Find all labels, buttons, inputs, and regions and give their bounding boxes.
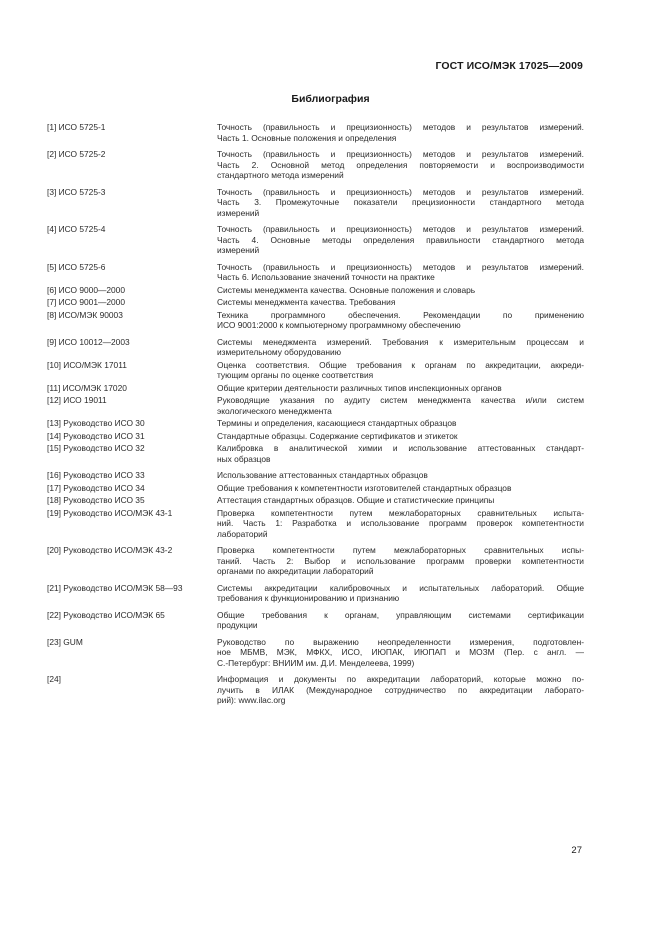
bibliography-entry (47, 122, 585, 143)
entry-reference: [21] Руководство ИСО/МЭК 58—93 (47, 582, 183, 593)
bibliography-entry (47, 310, 585, 331)
entry-reference: [8] ИСО/МЭК 90003 (47, 309, 123, 320)
entry-description (217, 495, 584, 506)
entry-reference: [15] Руководство ИСО 32 (47, 443, 145, 453)
entry-line: Техника программного обеспечения. Рекомендации по применению (217, 309, 584, 320)
entry-line: лабораторий (217, 528, 268, 539)
entry-line: измерительному оборудованию (217, 347, 342, 357)
entry-line: ных образцов (217, 453, 271, 464)
bibliography-entry (47, 483, 585, 494)
entry-description (217, 545, 584, 577)
entry-description (217, 187, 584, 219)
entry-line: Термины и определения, касающиеся стандартных образцов (217, 418, 457, 428)
entry-description (217, 637, 584, 669)
entry-line: требования к функционированию и признанию (217, 593, 400, 603)
entry-description (217, 418, 584, 429)
entry-description (217, 122, 584, 143)
entry-description (217, 583, 584, 604)
entry-reference: [24] (47, 674, 61, 684)
entry-line: ное МБМВ, МЭК, МФКХ, ИСО, ИЮПАК, ИЮПАП и МОЗМ (Пер. с англ. — (217, 647, 584, 657)
entry-line: Аттестация стандартных образцов. Общие и статистические принципы (217, 495, 495, 505)
entry-description (217, 285, 584, 296)
entry-line: лучить в ИЛАК (Международное сотрудничество по аккредитации лаборато- (217, 684, 584, 695)
bibliography-entry (47, 583, 585, 604)
entry-reference: [20] Руководство ИСО/МЭК 43-2 (47, 545, 173, 555)
entry-reference: [5] ИСО 5725-6 (47, 261, 106, 272)
bibliography-entry (47, 224, 585, 256)
bibliography-entry (47, 610, 585, 631)
entry-description (217, 395, 584, 416)
entry-line: стандартного метода измерений (217, 170, 344, 180)
page-title: Библиография (291, 93, 370, 105)
entry-description (217, 470, 584, 481)
entry-description (217, 149, 584, 181)
bibliography-entry (47, 495, 585, 506)
entry-description (217, 310, 584, 331)
entry-reference: [4] ИСО 5725-4 (47, 224, 106, 234)
entry-reference: [19] Руководство ИСО/МЭК 43-1 (47, 507, 173, 518)
entry-line: таний. Часть 2: Выбор и использование программ проверки компетентности (217, 555, 584, 566)
entry-line: измерений (217, 207, 260, 218)
entry-line: Калибровка в аналитической химии и использование аттестованных стандарт- (217, 443, 584, 453)
entry-line: Часть 3. Промежуточные показатели прецизионности стандартного метода (217, 197, 584, 207)
entry-line: экологического менеджмента (217, 405, 332, 416)
entry-reference: [11] ИСО/МЭК 17020 (47, 382, 127, 393)
bibliography-entry (47, 262, 585, 283)
entry-line: рий): www.ilac.org (217, 695, 286, 705)
entry-reference: [22] Руководство ИСО/МЭК 65 (47, 609, 165, 620)
entry-reference: [14] Руководство ИСО 31 (47, 430, 145, 441)
entry-line: Использование аттестованных стандартных образцов (217, 470, 428, 480)
entry-reference: [12] ИСО 19011 (47, 395, 107, 405)
entry-reference: [6] ИСО 9000—2000 (47, 284, 126, 295)
entry-line: Общие требования к органам, управляющим системами сертификации (217, 609, 584, 620)
entry-line: Системы менеджмента качества. Основные положения и словарь (217, 284, 476, 295)
entry-description (217, 262, 584, 283)
bibliography-list (47, 122, 585, 708)
entry-description (217, 337, 584, 358)
entry-description (217, 483, 584, 494)
page-number: 27 (571, 845, 582, 856)
entry-line: Руководящие указания по аудиту систем менеджмента качества и/или систем (217, 395, 584, 405)
bibliography-entry (47, 187, 585, 219)
entry-line: продукции (217, 620, 258, 630)
entry-line: Руководство по выражению неопределенности измерения, подготовлен- (217, 636, 584, 647)
entry-reference: [9] ИСО 10012—2003 (47, 336, 130, 347)
entry-line: Точность (правильность и прецизионность) методов и результатов измерений. (217, 261, 584, 272)
entry-line: Системы менеджмента измерений. Требования к измерительным процессам и (217, 336, 584, 347)
entry-line: Часть 4. Основные методы определения правильности стандартного метода (217, 234, 584, 245)
bibliography-entry (47, 637, 585, 669)
entry-line: Системы менеджмента качества. Требования (217, 297, 396, 307)
bibliography-entry (47, 545, 585, 577)
entry-description (217, 674, 584, 706)
bibliography-entry (47, 360, 585, 381)
entry-description (217, 224, 584, 256)
entry-line: измерений (217, 245, 260, 255)
bibliography-entry (47, 418, 585, 429)
entry-line: Информация и документы по аккредитации лабораторий, которые можно по- (217, 674, 584, 684)
bibliography-entry (47, 443, 585, 464)
bibliography-entry (47, 674, 585, 706)
entry-reference: [16] Руководство ИСО 33 (47, 470, 145, 480)
bibliography-entry (47, 395, 585, 416)
entry-line: Точность (правильность и прецизионность) методов и результатов измерений. (217, 186, 584, 197)
entry-line: Часть 1. Основные положения и определения (217, 132, 397, 143)
entry-description (217, 297, 584, 308)
entry-description (217, 383, 584, 394)
bibliography-entry (47, 297, 585, 308)
entry-line: Проверка компетентности путем межлабораторных сравнительных испы- (217, 545, 584, 555)
bibliography-entry (47, 337, 585, 358)
entry-line: Общие критерии деятельности различных типов инспекционных органов (217, 382, 502, 393)
entry-reference: [1] ИСО 5725-1 (47, 122, 106, 132)
entry-line: Общие требования к компетентности изготовителей стандартных образцов (217, 482, 512, 493)
entry-line: Часть 2. Основной метод определения повторяемости и воспроизводимости (217, 159, 584, 170)
entry-reference: [3] ИСО 5725-3 (47, 186, 106, 197)
entry-reference: [7] ИСО 9001—2000 (47, 297, 126, 307)
entry-reference: [23] GUM (47, 636, 83, 647)
bibliography-entry (47, 431, 585, 442)
entry-line: Точность (правильность и прецизионность) методов и результатов измерений. (217, 149, 584, 159)
bibliography-entry (47, 149, 585, 181)
entry-line: Точность (правильность и прецизионность) методов и результатов измерений. (217, 224, 584, 234)
entry-reference: [17] Руководство ИСО 34 (47, 482, 145, 493)
entry-line: ний. Часть 1: Разработка и использование программ проверок компетентности (217, 518, 584, 528)
entry-reference: [10] ИСО/МЭК 17011 (47, 359, 127, 370)
entry-line: Оценка соответствия. Общие требования к органам по аккредитации, аккреди- (217, 359, 584, 370)
entry-reference: [2] ИСО 5725-2 (47, 149, 106, 159)
entry-description (217, 508, 584, 540)
bibliography-entry (47, 508, 585, 540)
bibliography-entry (47, 383, 585, 394)
entry-line: тующим органы по оценке соответствия (217, 370, 374, 380)
standard-designation: ГОСТ ИСО/МЭК 17025—2009 (435, 60, 583, 72)
entry-line: ИСО 9001:2000 к компьютерному программному обеспечению (217, 320, 461, 330)
entry-reference: [18] Руководство ИСО 35 (47, 495, 145, 505)
bibliography-entry (47, 470, 585, 481)
entry-line: С.-Петербург: ВНИИМ им. Д.И. Менделеева, 1999) (217, 657, 415, 668)
entry-line: Системы аккредитации калибровочных и испытательных лабораторий. Общие (217, 582, 584, 593)
bibliography-entry (47, 285, 585, 296)
entry-line: Проверка компетентности путем межлабораторных сравнительных испыта- (217, 507, 584, 518)
entry-line: органами по аккредитации лабораторий (217, 566, 374, 576)
entry-line: Точность (правильность и прецизионность) методов и результатов измерений. (217, 122, 584, 132)
entry-reference: [13] Руководство ИСО 30 (47, 418, 145, 428)
entry-line: Стандартные образцы. Содержание сертификатов и этикеток (217, 430, 458, 441)
entry-description (217, 360, 584, 381)
entry-description (217, 610, 584, 631)
entry-line: Часть 6. Использование значений точности на практике (217, 272, 435, 282)
entry-description (217, 431, 584, 442)
entry-description (217, 443, 584, 464)
